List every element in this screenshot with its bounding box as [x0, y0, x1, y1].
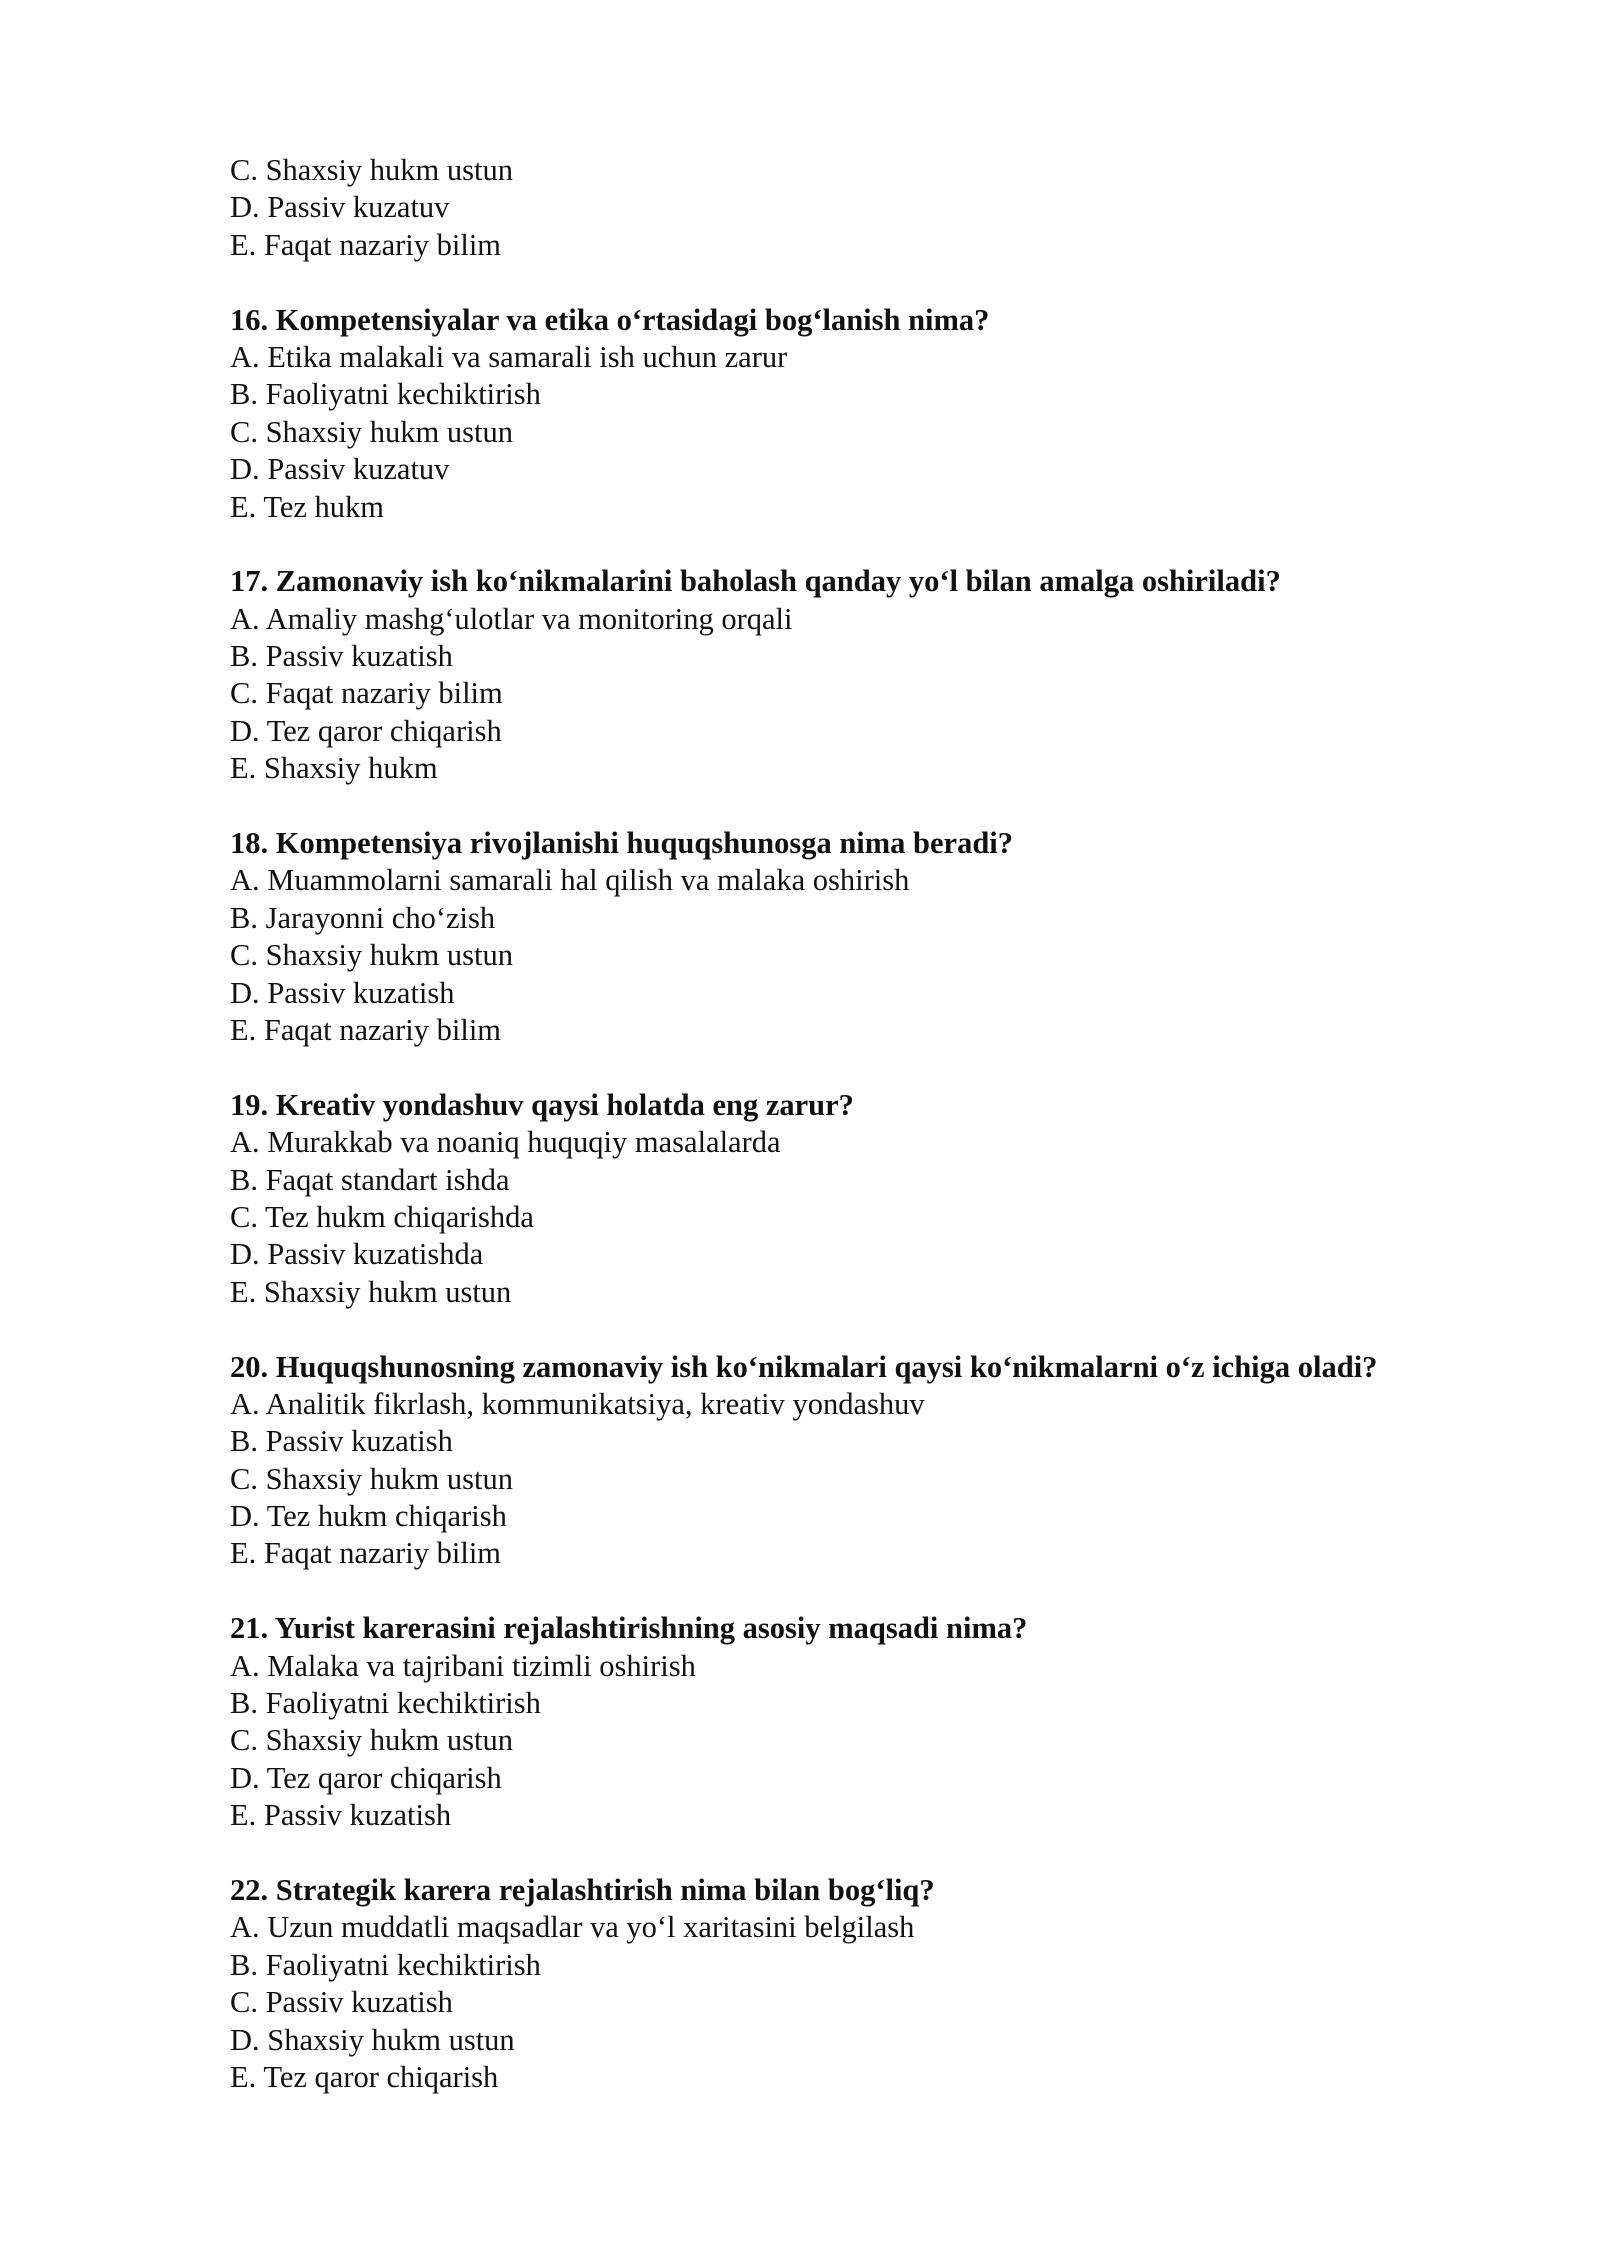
- answer-option: D. Tez qaror chiqarish: [230, 713, 502, 748]
- question-block-17: [230, 563, 1530, 787]
- answer-option: D. Passiv kuzatuv: [230, 190, 450, 225]
- continued-options: [230, 152, 1530, 264]
- answer-option: B. Faqat standart ishda: [230, 1162, 510, 1197]
- answer-option: A. Murakkab va noaniq huquqiy masalalarda: [230, 1125, 781, 1160]
- answer-option: D. Tez qaror chiqarish: [230, 1760, 502, 1795]
- answer-option: D. Passiv kuzatish: [230, 975, 455, 1010]
- answer-option: C. Tez hukm chiqarishda: [230, 1199, 534, 1234]
- answer-option: B. Passiv kuzatish: [230, 1424, 453, 1459]
- question-text: 22. Strategik karera rejalashtirish nima bilan bog‘liq?: [230, 1872, 935, 1907]
- answer-option: B. Passiv kuzatish: [230, 639, 453, 674]
- answer-option: A. Etika malakali va samarali ish uchun zarur: [230, 339, 788, 374]
- answer-option: A. Malaka va tajribani tizimli oshirish: [230, 1648, 696, 1683]
- document-page: [230, 152, 1530, 2096]
- question-block-20: [230, 1349, 1530, 1573]
- answer-option: B. Jarayonni cho‘zish: [230, 900, 496, 935]
- answer-option: A. Analitik fikrlash, kommunikatsiya, kreativ yondashuv: [230, 1386, 925, 1421]
- question-text: 21. Yurist karerasini rejalashtirishning asosiy maqsadi nima?: [230, 1611, 1028, 1646]
- answer-option: C. Shaxsiy hukm ustun: [230, 1461, 514, 1496]
- question-block-18: [230, 825, 1530, 1049]
- question-text: 20. Huquqshunosning zamonaviy ish ko‘nikmalari qaysi ko‘nikmalarni o‘z ichiga oladi?: [230, 1349, 1378, 1384]
- answer-option: A. Amaliy mashg‘ulotlar va monitoring orqali: [230, 601, 793, 636]
- answer-option: E. Passiv kuzatish: [230, 1798, 452, 1833]
- answer-option: D. Shaxsiy hukm ustun: [230, 2022, 515, 2057]
- answer-option: E. Shaxsiy hukm: [230, 751, 438, 786]
- spacer: [230, 788, 1530, 825]
- answer-option: E. Tez qaror chiqarish: [230, 2059, 499, 2094]
- answer-option: B. Faoliyatni kechiktirish: [230, 377, 541, 412]
- question-block-19: [230, 1087, 1530, 1311]
- answer-option: C. Shaxsiy hukm ustun: [230, 938, 514, 973]
- answer-option: E. Tez hukm: [230, 489, 385, 524]
- answer-option: B. Faoliyatni kechiktirish: [230, 1686, 541, 1721]
- answer-option: C. Shaxsiy hukm ustun: [230, 414, 514, 449]
- spacer: [230, 264, 1530, 301]
- answer-option: C. Shaxsiy hukm ustun: [230, 1723, 514, 1758]
- answer-option: A. Muammolarni samarali hal qilish va malaka oshirish: [230, 863, 910, 898]
- spacer: [230, 1311, 1530, 1348]
- question-text: 18. Kompetensiya rivojlanishi huquqshunosga nima beradi?: [230, 826, 1014, 861]
- answer-option: D. Tez hukm chiqarish: [230, 1499, 507, 1534]
- answer-option: C. Passiv kuzatish: [230, 1985, 453, 2020]
- answer-option: E. Faqat nazariy bilim: [230, 1012, 502, 1047]
- spacer: [230, 1049, 1530, 1086]
- answer-option: D. Passiv kuzatishda: [230, 1237, 484, 1272]
- question-block-22: [230, 1872, 1530, 2096]
- question-block-21: [230, 1610, 1530, 1834]
- answer-option: E. Faqat nazariy bilim: [230, 227, 502, 262]
- spacer: [230, 526, 1530, 563]
- answer-option: A. Uzun muddatli maqsadlar va yo‘l xaritasini belgilash: [230, 1910, 915, 1945]
- spacer: [230, 1573, 1530, 1610]
- answer-option: C. Shaxsiy hukm ustun: [230, 153, 514, 187]
- question-text: 17. Zamonaviy ish ko‘nikmalarini baholash qanday yo‘l bilan amalga oshiriladi?: [230, 564, 1281, 599]
- answer-option: E. Faqat nazariy bilim: [230, 1536, 502, 1571]
- question-block-16: [230, 302, 1530, 526]
- answer-option: B. Faoliyatni kechiktirish: [230, 1947, 541, 1982]
- answer-option: C. Faqat nazariy bilim: [230, 676, 503, 711]
- question-text: 19. Kreativ yondashuv qaysi holatda eng zarur?: [230, 1087, 854, 1122]
- answer-option: E. Shaxsiy hukm ustun: [230, 1274, 512, 1309]
- spacer: [230, 1835, 1530, 1872]
- question-text: 16. Kompetensiyalar va etika o‘rtasidagi bog‘lanish nima?: [230, 302, 990, 337]
- answer-option: D. Passiv kuzatuv: [230, 452, 450, 487]
